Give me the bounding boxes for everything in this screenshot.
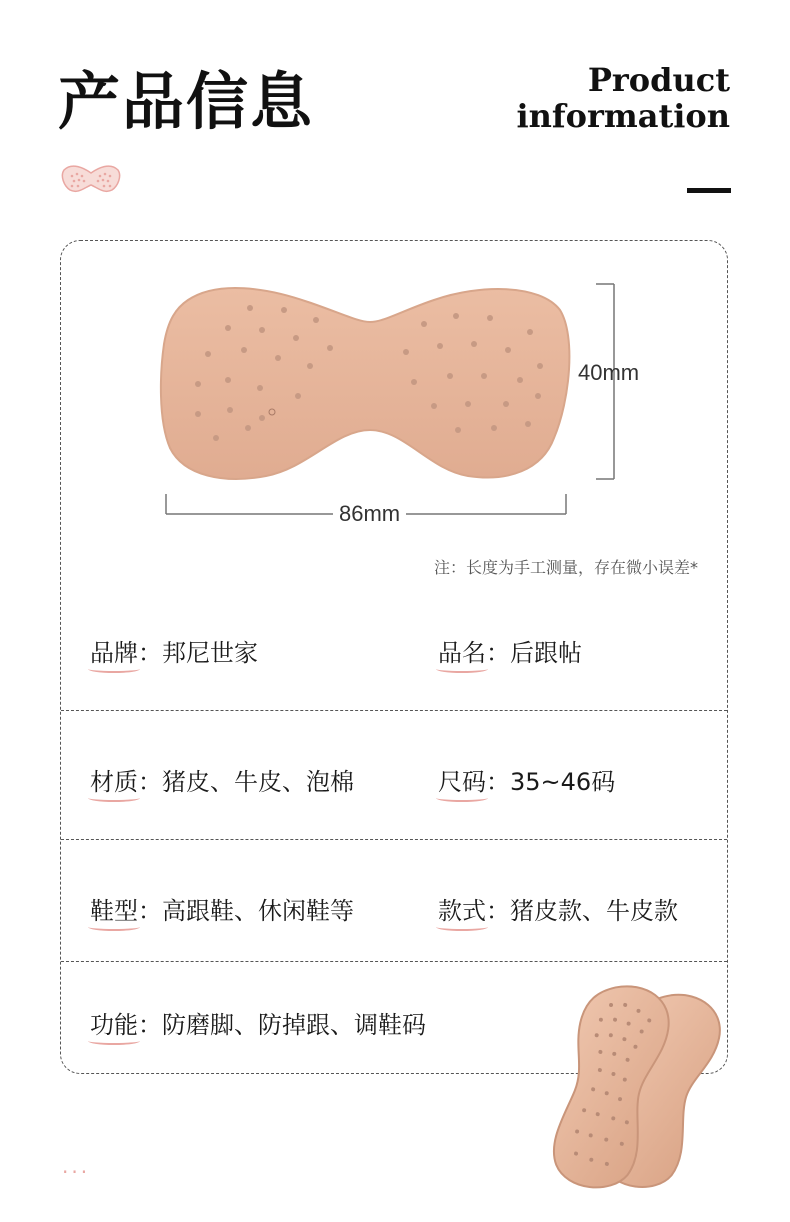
decorative-dots: ··· <box>62 1160 91 1184</box>
spec-key: 品名 <box>438 633 486 668</box>
page-title: 产品信息 <box>58 65 315 138</box>
spec-sep: ： <box>138 639 162 667</box>
spec-value: 猪皮、牛皮、泡棉 <box>162 768 354 796</box>
product-photo <box>540 975 730 1195</box>
row-divider <box>61 839 727 840</box>
spec-sep: ： <box>138 1011 162 1039</box>
measurement-note: 注：长度为手工测量，存在微小误差* <box>433 558 698 577</box>
spec-key: 材质 <box>90 762 138 797</box>
width-label: 86mm <box>333 501 406 527</box>
spec-function <box>90 1005 426 1040</box>
spec-sep: ： <box>486 897 510 925</box>
spec-value: 35~46码 <box>510 768 616 796</box>
heel-pad-logo-icon <box>60 164 122 196</box>
spec-key: 尺码 <box>438 762 486 797</box>
spec-key: 款式 <box>438 891 486 926</box>
spec-sep: ： <box>138 897 162 925</box>
heel-pad-illustration <box>158 280 578 490</box>
spec-sep: ： <box>138 768 162 796</box>
spec-key: 鞋型 <box>90 891 138 926</box>
spec-brand <box>90 633 258 668</box>
spec-value: 防磨脚、防掉跟、调鞋码 <box>162 1011 426 1039</box>
spec-value: 猪皮款、牛皮款 <box>510 897 678 925</box>
spec-style <box>438 891 678 926</box>
height-label: 40mm <box>578 360 640 385</box>
page-title-english <box>516 62 730 134</box>
row-divider <box>61 961 727 962</box>
spec-key: 功能 <box>90 1005 138 1040</box>
title-en-line2: information <box>516 97 730 135</box>
spec-value: 后跟帖 <box>510 639 582 667</box>
spec-shoe-type <box>90 891 354 926</box>
spec-value: 高跟鞋、休闲鞋等 <box>162 897 354 925</box>
spec-sep: ： <box>486 639 510 667</box>
title-en-line1: Product <box>587 61 730 99</box>
header-divider <box>687 188 731 193</box>
row-divider <box>61 710 727 711</box>
spec-material <box>90 762 354 797</box>
spec-sep: ： <box>486 768 510 796</box>
spec-size <box>438 762 615 797</box>
spec-product-name <box>438 633 582 668</box>
spec-key: 品牌 <box>90 633 138 668</box>
spec-value: 邦尼世家 <box>162 639 258 667</box>
